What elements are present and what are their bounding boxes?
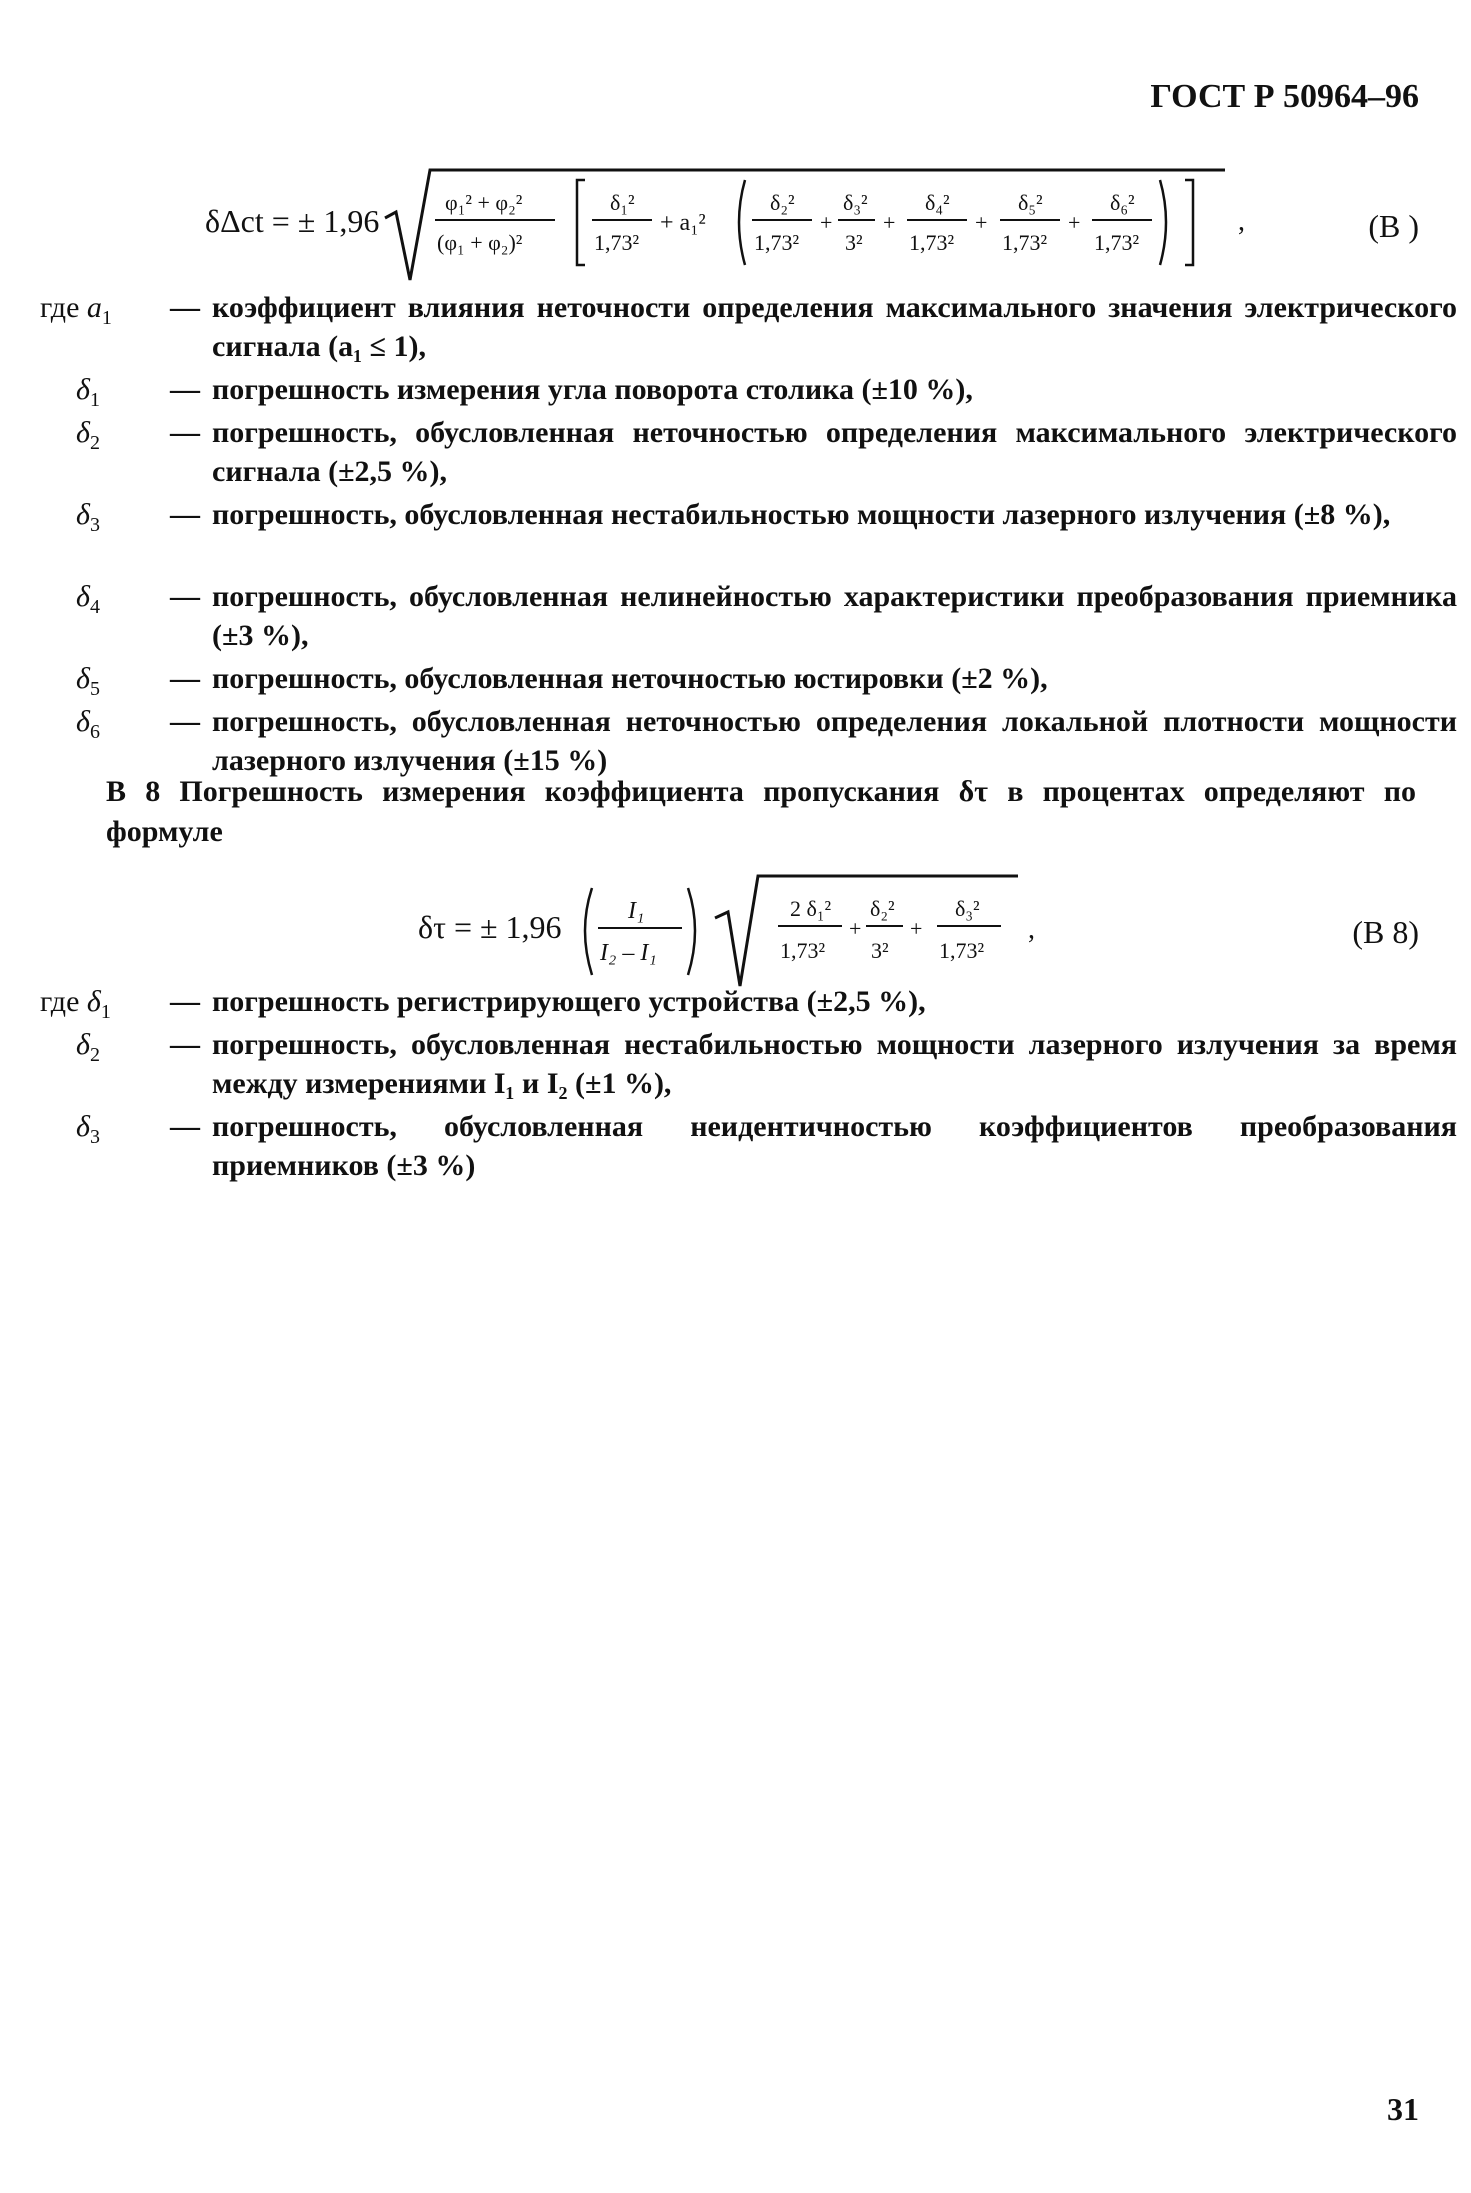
definition-row <box>40 288 1457 366</box>
symbol-letter: δ <box>76 416 90 449</box>
d4-denominator: 1,73² <box>909 230 955 255</box>
symbol-letter: δ <box>86 985 101 1018</box>
definition-text: погрешность, обусловленная нестабильностью мощности лазерного излучения (±8 %), <box>212 498 1391 531</box>
radical-sign <box>385 170 1225 280</box>
symbol-subscript: 6 <box>89 721 100 743</box>
formula-b8-svg <box>0 858 1471 998</box>
d4-numerator: δ₄² <box>925 190 950 215</box>
symbol-letter: δ <box>76 1028 90 1061</box>
symbol-subscript: 2 <box>89 432 100 454</box>
d3-numerator: δ₃² <box>843 190 868 215</box>
em-dash: — <box>170 1110 200 1143</box>
i-numerator: I₁ <box>628 898 645 924</box>
definition-text: коэффициент влияния неточности определения максимального значения электрического сигнала (a₁ ≤ 1), <box>212 291 1457 363</box>
definition-row <box>40 495 1430 573</box>
definition-row <box>40 413 1457 491</box>
d6-numerator: δ₆² <box>1110 190 1135 215</box>
symbol-letter: δ <box>76 662 90 695</box>
right-paren <box>1160 180 1166 265</box>
plus-sign: + <box>849 916 862 941</box>
symbol-letter: δ <box>76 580 90 613</box>
symbol-letter: a <box>86 291 102 324</box>
definition-row <box>40 370 1430 409</box>
d2-denominator: 1,73² <box>754 230 800 255</box>
d5-denominator: 1,73² <box>1002 230 1048 255</box>
symbol-subscript: 5 <box>89 678 100 700</box>
left-bracket <box>577 180 585 265</box>
section-b8-text: В 8 Погрешность измерения коэффициента пропускания δτ в процентах определяют по формуле <box>106 775 1416 848</box>
i-denominator: I₂ – I₁ <box>600 940 657 966</box>
definition-text: погрешность, обусловленная неидентичностью коэффициентов преобразования приемников (±3 %) <box>212 1110 1457 1182</box>
document-header: ГОСТ Р 50964–96 <box>1150 78 1419 115</box>
definition-symbol <box>40 288 165 338</box>
formula-b8 <box>0 858 1471 978</box>
right-paren <box>688 888 695 975</box>
definition-row <box>40 1025 1457 1103</box>
d1-denominator: 1,73² <box>594 230 640 255</box>
radical-sign <box>715 876 1018 986</box>
em-dash: — <box>170 985 200 1018</box>
definition-row <box>40 659 1430 698</box>
definition-text: погрешность, обусловленная нелинейностью характеристики преобразования приемника (±3 %), <box>212 580 1457 652</box>
em-dash: — <box>170 1028 200 1061</box>
formula-comma: , <box>1028 914 1035 945</box>
definition-row <box>40 982 1430 1021</box>
em-dash: — <box>170 498 200 531</box>
d5-numerator: δ₅² <box>1018 190 1043 215</box>
definition-prefix: где <box>40 291 87 324</box>
formula-b7-lhs: δΔct = ± 1,96 <box>205 203 380 239</box>
definition-row <box>40 702 1457 780</box>
em-dash: — <box>170 580 200 613</box>
symbol-subscript: 1 <box>101 307 112 329</box>
em-dash: — <box>170 705 200 738</box>
b8-d1-numerator: 2 δ₁² <box>790 896 832 921</box>
symbol-letter: δ <box>76 705 90 738</box>
d1-numerator: δ₁² <box>610 190 635 215</box>
right-bracket <box>1185 180 1193 265</box>
b8-d3-denominator: 1,73² <box>939 938 985 963</box>
definition-text: погрешность, обусловленная неточностью определения локальной плотности мощности лазерного излучения (±15 %) <box>212 705 1457 777</box>
formula-b7 <box>0 150 1471 270</box>
plus-sign: + <box>910 916 923 941</box>
formula-b7-svg <box>0 150 1471 290</box>
definition-prefix: где <box>40 985 87 1018</box>
symbol-subscript: 4 <box>89 596 100 618</box>
em-dash: — <box>170 662 200 695</box>
definition-text: погрешность, обусловленная неточностью определения максимального электрического сигнала (±2,5 %), <box>212 416 1457 488</box>
symbol-subscript: 1 <box>100 1001 111 1023</box>
d6-denominator: 1,73² <box>1094 230 1140 255</box>
definition-text: погрешность регистрирующего устройства (±2,5 %), <box>212 985 926 1018</box>
page-number: 31 <box>1387 2091 1419 2127</box>
phi-denominator: (φ₁ + φ₂)² <box>437 230 523 255</box>
b8-d2-numerator: δ₂² <box>870 896 895 921</box>
formula-b7-number: (В ) <box>1368 208 1419 244</box>
formula-b8-lhs: δτ = ± 1,96 <box>418 909 562 945</box>
symbol-subscript: 1 <box>89 389 100 411</box>
definition-row <box>40 1107 1457 1185</box>
left-paren <box>585 888 592 975</box>
plus-sign: + <box>1068 210 1081 235</box>
em-dash: — <box>170 291 200 324</box>
em-dash: — <box>170 373 200 406</box>
symbol-letter: δ <box>76 498 90 531</box>
b8-d2-denominator: 3² <box>871 938 889 963</box>
symbol-subscript: 2 <box>89 1044 100 1066</box>
d3-denominator: 3² <box>845 230 863 255</box>
b8-d1-denominator: 1,73² <box>780 938 826 963</box>
plus-sign: + <box>820 210 833 235</box>
d2-numerator: δ₂² <box>770 190 795 215</box>
phi-numerator: φ₁² + φ₂² <box>445 190 523 215</box>
definition-text: погрешность измерения угла поворота столика (±10 %), <box>212 373 973 406</box>
a1-term: + a₁² <box>660 210 706 236</box>
symbol-letter: δ <box>76 373 90 406</box>
symbol-subscript: 3 <box>89 514 100 536</box>
plus-sign: + <box>883 210 896 235</box>
em-dash: — <box>170 416 200 449</box>
symbol-letter: δ <box>76 1110 90 1143</box>
definition-row <box>40 577 1457 655</box>
plus-sign: + <box>975 210 988 235</box>
symbol-subscript: 3 <box>89 1126 100 1148</box>
formula-b8-number: (В 8) <box>1352 914 1419 950</box>
left-paren <box>739 180 745 265</box>
definition-text: погрешность, обусловленная неточностью юстировки (±2 %), <box>212 662 1048 695</box>
formula-comma: , <box>1238 206 1245 237</box>
definition-text: погрешность, обусловленная нестабильностью мощности лазерного излучения за время между измерениями I₁ и I₂ (±1 %), <box>212 1028 1457 1100</box>
b8-d3-numerator: δ₃² <box>955 896 980 921</box>
